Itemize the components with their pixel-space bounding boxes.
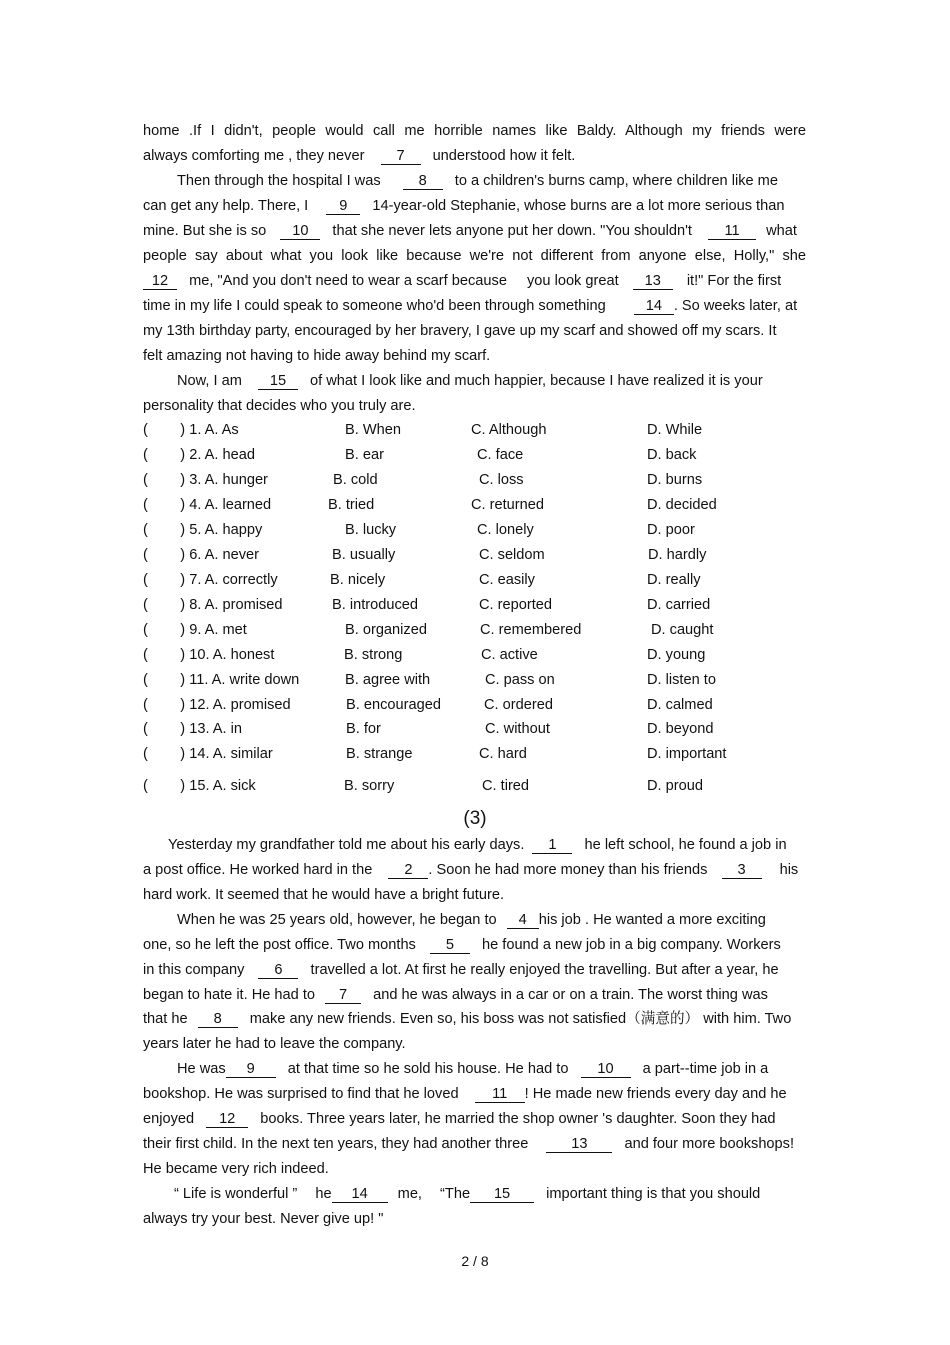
blank-15[interactable]: 15 bbox=[470, 1186, 534, 1203]
passage-line: people say about what you look like because we're not different from anyone else, Holly," she bbox=[143, 248, 806, 264]
passage-line: bookshop. He was surprised to find that he loved 11 ! He made new friends every day and he bbox=[143, 1086, 787, 1102]
option-d[interactable]: D. beyond bbox=[647, 721, 714, 737]
option-b[interactable]: B. agree with bbox=[345, 672, 431, 688]
option-d[interactable]: D. calmed bbox=[647, 697, 713, 713]
option-d[interactable]: D. back bbox=[647, 447, 697, 463]
passage-line: personality that decides who you truly are. bbox=[143, 398, 416, 414]
blank-13[interactable]: 13 bbox=[546, 1136, 612, 1153]
blank-7[interactable]: 7 bbox=[381, 148, 421, 165]
blank-9[interactable]: 9 bbox=[226, 1061, 276, 1078]
blank-2[interactable]: 2 bbox=[388, 862, 428, 879]
passage-line: that he 8 make any new friends. Even so, his boss was not satisfied（满意的） with him. Two bbox=[143, 1011, 792, 1027]
blank-12[interactable]: 12 bbox=[206, 1111, 248, 1128]
question-stem: ( ) 8. A. promised bbox=[143, 597, 283, 613]
passage-line: their first child. In the next ten years, they had another three 13 and four more bookshops! bbox=[143, 1136, 795, 1152]
option-d[interactable]: D. young bbox=[647, 647, 706, 663]
option-b[interactable]: B. strong bbox=[344, 647, 403, 663]
question-stem: ( ) 1. A. As bbox=[143, 422, 239, 438]
passage-line: a post office. He worked hard in the 2 . Soon he had more money than his friends 3 his bbox=[143, 862, 799, 878]
option-c[interactable]: C. hard bbox=[479, 746, 527, 762]
option-c[interactable]: C. reported bbox=[479, 597, 553, 613]
question-stem: ( ) 3. A. hunger bbox=[143, 472, 268, 488]
passage-line: mine. But she is so 10 that she never lets anyone put her down. "You shouldn't 11 what bbox=[143, 223, 797, 239]
blank-1[interactable]: 1 bbox=[532, 837, 572, 854]
passage-line: one, so he left the post office. Two months 5 he found a new job in a big company. Workers bbox=[143, 937, 781, 953]
blank-7[interactable]: 7 bbox=[325, 987, 361, 1004]
blank-8[interactable]: 8 bbox=[198, 1011, 238, 1028]
passage-line: years later he had to leave the company. bbox=[143, 1036, 406, 1052]
passage-line: When he was 25 years old, however, he began to 4 his job . He wanted a more exciting bbox=[177, 912, 766, 928]
option-d[interactable]: D. caught bbox=[651, 622, 714, 638]
passage-line: 12 me, "And you don't need to wear a scarf because you look great 13 it!" For the first bbox=[143, 272, 806, 290]
blank-8[interactable]: 8 bbox=[403, 173, 443, 190]
option-d[interactable]: D. proud bbox=[647, 778, 703, 794]
blank-12[interactable]: 12 bbox=[143, 273, 177, 290]
question-stem: ( ) 12. A. promised bbox=[143, 697, 291, 713]
option-d[interactable]: D. hardly bbox=[648, 547, 707, 563]
passage-line: hard work. It seemed that he would have a bright future. bbox=[143, 887, 504, 903]
option-b[interactable]: B. introduced bbox=[332, 597, 418, 613]
option-b[interactable]: B. for bbox=[346, 721, 381, 737]
blank-10[interactable]: 10 bbox=[581, 1061, 631, 1078]
passage-line: always try your best. Never give up! " bbox=[143, 1211, 384, 1227]
question-stem: ( ) 13. A. in bbox=[143, 721, 242, 737]
blank-11[interactable]: 11 bbox=[708, 223, 756, 240]
blank-6[interactable]: 6 bbox=[258, 962, 298, 979]
question-stem: ( ) 7. A. correctly bbox=[143, 572, 278, 588]
option-d[interactable]: D. listen to bbox=[647, 672, 716, 688]
passage-line: can get any help. There, I 9 14-year-old Stephanie, whose burns are a lot more serious than bbox=[143, 198, 785, 214]
option-c[interactable]: C. loss bbox=[479, 472, 524, 488]
blank-5[interactable]: 5 bbox=[430, 937, 470, 954]
question-stem: ( ) 2. A. head bbox=[143, 447, 255, 463]
option-c[interactable]: C. active bbox=[481, 647, 538, 663]
blank-13[interactable]: 13 bbox=[633, 273, 673, 290]
question-stem: ( ) 9. A. met bbox=[143, 622, 247, 638]
blank-15[interactable]: 15 bbox=[258, 373, 298, 390]
option-b[interactable]: B. When bbox=[345, 422, 401, 438]
option-d[interactable]: D. burns bbox=[647, 472, 703, 488]
passage-line: enjoyed 12 books. Three years later, he married the shop owner 's daughter. Soon they had bbox=[143, 1111, 776, 1127]
passage-line: He was 9 at that time so he sold his house. He had to 10 a part--time job in a bbox=[177, 1061, 769, 1077]
option-b[interactable]: B. nicely bbox=[330, 572, 386, 588]
passage-line: Then through the hospital I was 8 to a children's burns camp, where children like me bbox=[177, 173, 778, 189]
option-d[interactable]: D. decided bbox=[647, 497, 717, 513]
page-number: 2 / 8 bbox=[461, 1253, 489, 1269]
passage-line: Yesterday my grandfather told me about his early days. 1 he left school, he found a job in bbox=[168, 837, 787, 853]
option-b[interactable]: B. ear bbox=[345, 447, 384, 463]
option-c[interactable]: C. seldom bbox=[479, 547, 545, 563]
blank-4[interactable]: 4 bbox=[507, 912, 539, 929]
question-stem: ( ) 14. A. similar bbox=[143, 746, 273, 762]
option-c[interactable]: C. face bbox=[477, 447, 524, 463]
option-c[interactable]: C. lonely bbox=[477, 522, 534, 538]
option-b[interactable]: B. lucky bbox=[345, 522, 397, 538]
option-d[interactable]: D. poor bbox=[647, 522, 695, 538]
passage-line: always comforting me , they never 7 understood how it felt. bbox=[143, 148, 576, 164]
option-b[interactable]: B. encouraged bbox=[346, 697, 441, 713]
option-c[interactable]: C. pass on bbox=[485, 672, 555, 688]
blank-14[interactable]: 14 bbox=[332, 1186, 388, 1203]
passage-line: “ Life is wonderful ” he 14 me, “The 15 important thing is that you should bbox=[174, 1186, 761, 1202]
option-b[interactable]: B. cold bbox=[333, 472, 378, 488]
blank-9[interactable]: 9 bbox=[326, 198, 360, 215]
option-b[interactable]: B. tried bbox=[328, 497, 375, 513]
question-stem: ( ) 6. A. never bbox=[143, 547, 259, 563]
option-c[interactable]: C. easily bbox=[479, 572, 535, 588]
option-b[interactable]: B. strange bbox=[346, 746, 413, 762]
passage-line: He became very rich indeed. bbox=[143, 1161, 329, 1177]
option-b[interactable]: B. usually bbox=[332, 547, 396, 563]
option-d[interactable]: D. carried bbox=[647, 597, 711, 613]
option-b[interactable]: B. sorry bbox=[344, 778, 395, 794]
option-b[interactable]: B. organized bbox=[345, 622, 427, 638]
option-c[interactable]: C. ordered bbox=[484, 697, 553, 713]
blank-14[interactable]: 14 bbox=[634, 298, 674, 315]
option-d[interactable]: D. really bbox=[647, 572, 701, 588]
question-stem: ( ) 5. A. happy bbox=[143, 522, 263, 538]
blank-11[interactable]: 11 bbox=[475, 1086, 525, 1103]
question-stem: ( ) 15. A. sick bbox=[143, 778, 256, 794]
option-c[interactable]: C. without bbox=[485, 721, 550, 737]
question-stem: ( ) 10. A. honest bbox=[143, 647, 275, 663]
passage-line: felt amazing not having to hide away behind my scarf. bbox=[143, 348, 491, 364]
option-d[interactable]: D. important bbox=[647, 746, 727, 762]
passage-line: began to hate it. He had to 7 and he was always in a car or on a train. The worst thing was bbox=[143, 987, 768, 1003]
question-stem: ( ) 4. A. learned bbox=[143, 497, 272, 513]
passage-line: Now, I am 15 of what I look like and much happier, because I have realized it is your bbox=[177, 373, 763, 389]
passage-line: home .If I didn't, people would call me horrible names like Baldy. Although my friends were bbox=[143, 123, 806, 139]
passage-line: time in my life I could speak to someone who'd been through something 14 . So weeks later, at bbox=[143, 298, 798, 314]
question-stem: ( ) 11. A. write down bbox=[143, 672, 300, 688]
section-title: (3) bbox=[463, 808, 487, 829]
option-c[interactable]: C. Although bbox=[471, 422, 547, 438]
blank-10[interactable]: 10 bbox=[280, 223, 320, 240]
blank-3[interactable]: 3 bbox=[722, 862, 762, 879]
passage-line: my 13th birthday party, encouraged by her bravery, I gave up my scarf and showed off my scars. It bbox=[143, 323, 777, 339]
option-c[interactable]: C. remembered bbox=[480, 622, 582, 638]
option-c[interactable]: C. tired bbox=[482, 778, 530, 794]
option-d[interactable]: D. While bbox=[647, 422, 703, 438]
option-c[interactable]: C. returned bbox=[471, 497, 545, 513]
passage-line: in this company 6 travelled a lot. At first he really enjoyed the travelling. But after a year, he bbox=[143, 962, 779, 978]
